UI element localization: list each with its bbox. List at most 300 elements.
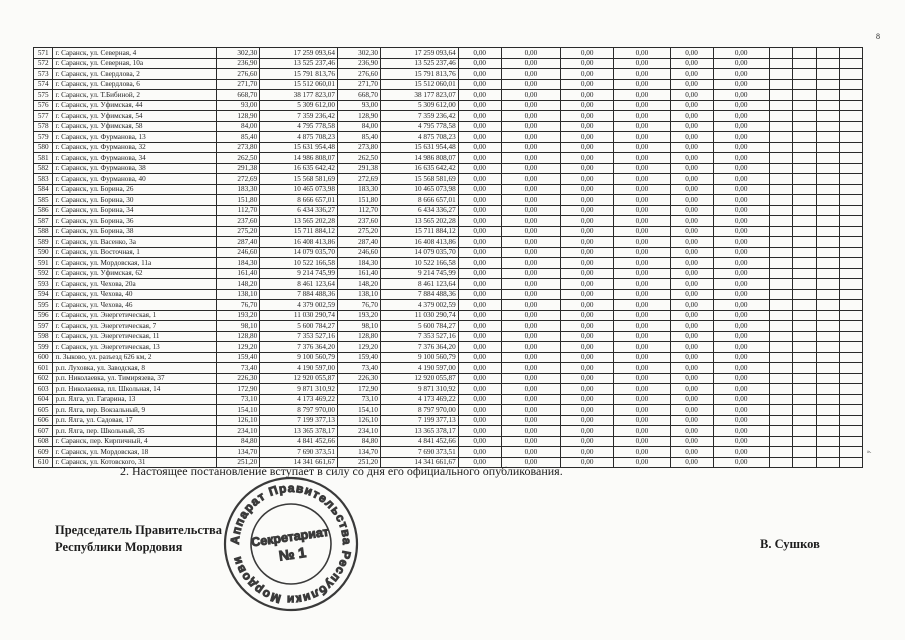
empty-cell xyxy=(793,436,817,447)
empty-cell xyxy=(816,111,840,122)
empty-cell xyxy=(840,384,863,395)
zero-value-cell: 0,00 xyxy=(458,300,501,311)
zero-value-cell: 0,00 xyxy=(614,226,670,237)
table-row xyxy=(34,142,863,153)
area-cell: 85,40 xyxy=(337,132,380,143)
zero-value-cell: 0,00 xyxy=(458,447,501,458)
empty-cell xyxy=(816,247,840,258)
zero-value-cell: 0,00 xyxy=(561,300,614,311)
empty-cell xyxy=(769,142,793,153)
area-cell: 148,20 xyxy=(337,279,380,290)
address-cell: г. Саранск, ул. Фурманова, 40 xyxy=(53,174,217,185)
area-cell: 246,60 xyxy=(217,247,260,258)
stamp-ring-text: Аппарат Правительства Республики Мордовия xyxy=(227,480,355,608)
empty-cell xyxy=(769,300,793,311)
empty-cell xyxy=(816,300,840,311)
zero-value-cell: 0,00 xyxy=(458,426,501,437)
area-cell: 275,20 xyxy=(337,226,380,237)
empty-cell xyxy=(769,79,793,90)
table-row xyxy=(34,415,863,426)
empty-cell xyxy=(840,321,863,332)
zero-value-cell: 0,00 xyxy=(713,279,769,290)
zero-value-cell: 0,00 xyxy=(670,373,713,384)
area-cell: 271,70 xyxy=(217,79,260,90)
cost-cell: 8 461 123,64 xyxy=(380,279,458,290)
table-row xyxy=(34,79,863,90)
area-cell: 291,38 xyxy=(337,163,380,174)
area-cell: 154,10 xyxy=(217,405,260,416)
empty-cell xyxy=(840,195,863,206)
empty-cell xyxy=(769,342,793,353)
empty-cell xyxy=(769,289,793,300)
zero-value-cell: 0,00 xyxy=(501,79,560,90)
empty-cell xyxy=(816,163,840,174)
empty-cell xyxy=(840,457,863,468)
table-row xyxy=(34,69,863,80)
zero-value-cell: 0,00 xyxy=(713,426,769,437)
zero-value-cell: 0,00 xyxy=(501,331,560,342)
zero-value-cell: 0,00 xyxy=(614,132,670,143)
area-cell: 236,90 xyxy=(337,58,380,69)
row-number-cell: 575 xyxy=(34,90,53,101)
empty-cell xyxy=(840,352,863,363)
table-row xyxy=(34,279,863,290)
table-row xyxy=(34,205,863,216)
cost-cell: 15 568 581,69 xyxy=(380,174,458,185)
row-number-cell: 573 xyxy=(34,69,53,80)
zero-value-cell: 0,00 xyxy=(614,90,670,101)
empty-cell xyxy=(816,58,840,69)
cost-cell: 14 341 661,67 xyxy=(380,457,458,468)
row-number-cell: 584 xyxy=(34,184,53,195)
zero-value-cell: 0,00 xyxy=(614,153,670,164)
zero-value-cell: 0,00 xyxy=(713,300,769,311)
empty-cell xyxy=(769,247,793,258)
zero-value-cell: 0,00 xyxy=(501,90,560,101)
cost-cell: 7 376 364,20 xyxy=(260,342,338,353)
row-number-cell: 594 xyxy=(34,289,53,300)
area-cell: 287,40 xyxy=(217,237,260,248)
area-cell: 276,60 xyxy=(217,69,260,80)
empty-cell xyxy=(793,268,817,279)
table-row xyxy=(34,216,863,227)
empty-cell xyxy=(816,310,840,321)
table-row xyxy=(34,321,863,332)
empty-cell xyxy=(793,415,817,426)
zero-value-cell: 0,00 xyxy=(670,394,713,405)
zero-value-cell: 0,00 xyxy=(561,195,614,206)
zero-value-cell: 0,00 xyxy=(561,216,614,227)
program-table xyxy=(33,47,863,467)
zero-value-cell: 0,00 xyxy=(458,163,501,174)
zero-value-cell: 0,00 xyxy=(501,279,560,290)
zero-value-cell: 0,00 xyxy=(561,58,614,69)
empty-cell xyxy=(816,289,840,300)
zero-value-cell: 0,00 xyxy=(458,79,501,90)
zero-value-cell: 0,00 xyxy=(713,90,769,101)
address-cell: р.п. Николаевка, ул. Тимирязева, 37 xyxy=(53,373,217,384)
area-cell: 98,10 xyxy=(217,321,260,332)
area-cell: 112,70 xyxy=(337,205,380,216)
empty-cell xyxy=(793,174,817,185)
row-number-cell: 595 xyxy=(34,300,53,311)
zero-value-cell: 0,00 xyxy=(501,205,560,216)
address-cell: г. Саранск, ул. Фурманова, 32 xyxy=(53,142,217,153)
empty-cell xyxy=(793,132,817,143)
area-cell: 287,40 xyxy=(337,237,380,248)
zero-value-cell: 0,00 xyxy=(713,216,769,227)
zero-value-cell: 0,00 xyxy=(501,69,560,80)
zero-value-cell: 0,00 xyxy=(458,384,501,395)
empty-cell xyxy=(769,415,793,426)
cost-cell: 9 214 745,99 xyxy=(380,268,458,279)
cost-cell: 5 600 784,27 xyxy=(260,321,338,332)
zero-value-cell: 0,00 xyxy=(713,436,769,447)
zero-value-cell: 0,00 xyxy=(670,258,713,269)
zero-value-cell: 0,00 xyxy=(713,153,769,164)
zero-value-cell: 0,00 xyxy=(670,174,713,185)
cost-cell: 13 565 202,28 xyxy=(380,216,458,227)
area-cell: 172,90 xyxy=(337,384,380,395)
address-cell: г. Саранск, ул. Энергетическая, 7 xyxy=(53,321,217,332)
area-cell: 73,10 xyxy=(337,394,380,405)
empty-cell xyxy=(816,153,840,164)
row-number-cell: 582 xyxy=(34,163,53,174)
area-cell: 302,30 xyxy=(337,48,380,59)
zero-value-cell: 0,00 xyxy=(561,184,614,195)
cost-cell: 12 920 055,87 xyxy=(260,373,338,384)
zero-value-cell: 0,00 xyxy=(713,331,769,342)
row-number-cell: 574 xyxy=(34,79,53,90)
zero-value-cell: 0,00 xyxy=(670,226,713,237)
row-number-cell: 585 xyxy=(34,195,53,206)
zero-value-cell: 0,00 xyxy=(561,226,614,237)
cost-cell: 38 177 823,07 xyxy=(380,90,458,101)
row-number-cell: 590 xyxy=(34,247,53,258)
zero-value-cell: 0,00 xyxy=(614,289,670,300)
address-cell: р.п. Ялга, пер. Вокзальный, 9 xyxy=(53,405,217,416)
empty-cell xyxy=(840,436,863,447)
address-cell: р.п. Ялга, пер. Школьный, 35 xyxy=(53,426,217,437)
zero-value-cell: 0,00 xyxy=(501,352,560,363)
zero-value-cell: 0,00 xyxy=(670,289,713,300)
zero-value-cell: 0,00 xyxy=(501,100,560,111)
address-cell: р.п. Ялга, ул. Гагарина, 13 xyxy=(53,394,217,405)
zero-value-cell: 0,00 xyxy=(614,174,670,185)
zero-value-cell: 0,00 xyxy=(561,373,614,384)
row-number-cell: 596 xyxy=(34,310,53,321)
zero-value-cell: 0,00 xyxy=(713,268,769,279)
zero-value-cell: 0,00 xyxy=(501,342,560,353)
zero-value-cell: 0,00 xyxy=(670,195,713,206)
zero-value-cell: 0,00 xyxy=(713,384,769,395)
empty-cell xyxy=(793,205,817,216)
zero-value-cell: 0,00 xyxy=(614,436,670,447)
cost-cell: 9 100 560,79 xyxy=(380,352,458,363)
empty-cell xyxy=(793,300,817,311)
zero-value-cell: 0,00 xyxy=(670,279,713,290)
empty-cell xyxy=(816,405,840,416)
cost-cell: 4 190 597,00 xyxy=(380,363,458,374)
empty-cell xyxy=(840,153,863,164)
cost-cell: 7 690 373,51 xyxy=(380,447,458,458)
zero-value-cell: 0,00 xyxy=(561,79,614,90)
zero-value-cell: 0,00 xyxy=(501,142,560,153)
zero-value-cell: 0,00 xyxy=(458,58,501,69)
empty-cell xyxy=(793,258,817,269)
empty-cell xyxy=(769,384,793,395)
zero-value-cell: 0,00 xyxy=(501,258,560,269)
row-number-cell: 572 xyxy=(34,58,53,69)
zero-value-cell: 0,00 xyxy=(713,195,769,206)
zero-value-cell: 0,00 xyxy=(501,289,560,300)
cost-cell: 5 309 612,00 xyxy=(380,100,458,111)
empty-cell xyxy=(793,226,817,237)
zero-value-cell: 0,00 xyxy=(713,310,769,321)
area-cell: 128,90 xyxy=(337,111,380,122)
table-row xyxy=(34,352,863,363)
empty-cell xyxy=(793,153,817,164)
table-row xyxy=(34,426,863,437)
zero-value-cell: 0,00 xyxy=(458,121,501,132)
cost-cell: 4 875 708,23 xyxy=(260,132,338,143)
cost-cell: 10 522 166,58 xyxy=(260,258,338,269)
zero-value-cell: 0,00 xyxy=(458,184,501,195)
zero-value-cell: 0,00 xyxy=(458,405,501,416)
zero-value-cell: 0,00 xyxy=(501,184,560,195)
zero-value-cell: 0,00 xyxy=(713,237,769,248)
table-row xyxy=(34,163,863,174)
zero-value-cell: 0,00 xyxy=(458,111,501,122)
row-number-cell: 592 xyxy=(34,268,53,279)
empty-cell xyxy=(793,111,817,122)
empty-cell xyxy=(840,394,863,405)
area-cell: 161,40 xyxy=(217,268,260,279)
zero-value-cell: 0,00 xyxy=(458,268,501,279)
address-cell: г. Саранск, ул. Энергетическая, 1 xyxy=(53,310,217,321)
area-cell: 126,10 xyxy=(337,415,380,426)
zero-value-cell: 0,00 xyxy=(614,205,670,216)
area-cell: 134,70 xyxy=(217,447,260,458)
area-cell: 76,70 xyxy=(337,300,380,311)
table-row xyxy=(34,132,863,143)
empty-cell xyxy=(769,352,793,363)
zero-value-cell: 0,00 xyxy=(561,415,614,426)
zero-value-cell: 0,00 xyxy=(670,205,713,216)
table-body xyxy=(34,48,863,468)
cost-cell: 14 079 035,70 xyxy=(260,247,338,258)
zero-value-cell: 0,00 xyxy=(561,142,614,153)
cost-cell: 7 359 236,42 xyxy=(380,111,458,122)
row-number-cell: 578 xyxy=(34,121,53,132)
zero-value-cell: 0,00 xyxy=(670,310,713,321)
table-row xyxy=(34,300,863,311)
cost-cell: 13 365 378,17 xyxy=(380,426,458,437)
zero-value-cell: 0,00 xyxy=(458,142,501,153)
cost-cell: 4 841 452,66 xyxy=(260,436,338,447)
row-number-cell: 603 xyxy=(34,384,53,395)
row-number-cell: 606 xyxy=(34,415,53,426)
zero-value-cell: 0,00 xyxy=(614,457,670,468)
cost-cell: 4 795 778,58 xyxy=(380,121,458,132)
zero-value-cell: 0,00 xyxy=(561,237,614,248)
address-cell: г. Саранск, ул. Фурманова, 13 xyxy=(53,132,217,143)
empty-cell xyxy=(793,447,817,458)
zero-value-cell: 0,00 xyxy=(561,384,614,395)
zero-value-cell: 0,00 xyxy=(614,415,670,426)
zero-value-cell: 0,00 xyxy=(614,216,670,227)
row-number-cell: 601 xyxy=(34,363,53,374)
zero-value-cell: 0,00 xyxy=(713,100,769,111)
empty-cell xyxy=(769,321,793,332)
zero-value-cell: 0,00 xyxy=(561,48,614,59)
address-cell: г. Саранск, ул. Борина, 38 xyxy=(53,226,217,237)
zero-value-cell: 0,00 xyxy=(458,457,501,468)
address-cell: г. Саранск, ул. Т.Бибиной, 2 xyxy=(53,90,217,101)
zero-value-cell: 0,00 xyxy=(713,48,769,59)
cost-cell: 4 795 778,58 xyxy=(260,121,338,132)
empty-cell xyxy=(769,132,793,143)
empty-cell xyxy=(793,195,817,206)
table-row xyxy=(34,331,863,342)
zero-value-cell: 0,00 xyxy=(458,258,501,269)
zero-value-cell: 0,00 xyxy=(561,111,614,122)
area-cell: 226,30 xyxy=(337,373,380,384)
address-cell: г. Саранск, ул. Чехова, 40 xyxy=(53,289,217,300)
address-cell: г. Саранск, ул. Борина, 26 xyxy=(53,184,217,195)
cost-cell: 13 565 202,28 xyxy=(260,216,338,227)
row-number-cell: 593 xyxy=(34,279,53,290)
address-cell: г. Саранск, ул. Фурманова, 34 xyxy=(53,153,217,164)
zero-value-cell: 0,00 xyxy=(713,373,769,384)
zero-value-cell: 0,00 xyxy=(670,90,713,101)
cost-cell: 8 666 657,01 xyxy=(380,195,458,206)
address-cell: г. Саранск, ул. Васенко, 3а xyxy=(53,237,217,248)
zero-value-cell: 0,00 xyxy=(501,310,560,321)
zero-value-cell: 0,00 xyxy=(561,100,614,111)
cost-cell: 15 512 060,01 xyxy=(260,79,338,90)
empty-cell xyxy=(816,184,840,195)
cost-cell: 15 512 060,01 xyxy=(380,79,458,90)
cost-cell: 9 871 310,92 xyxy=(380,384,458,395)
table-row xyxy=(34,247,863,258)
cost-cell: 4 379 002,59 xyxy=(260,300,338,311)
cost-cell: 5 600 784,27 xyxy=(380,321,458,332)
empty-cell xyxy=(793,90,817,101)
zero-value-cell: 0,00 xyxy=(458,48,501,59)
empty-cell xyxy=(816,142,840,153)
zero-value-cell: 0,00 xyxy=(713,394,769,405)
area-cell: 271,70 xyxy=(337,79,380,90)
table-row xyxy=(34,58,863,69)
table-row xyxy=(34,90,863,101)
zero-value-cell: 0,00 xyxy=(614,69,670,80)
empty-cell xyxy=(769,447,793,458)
area-cell: 226,30 xyxy=(217,373,260,384)
zero-value-cell: 0,00 xyxy=(670,79,713,90)
empty-cell xyxy=(793,342,817,353)
area-cell: 193,20 xyxy=(337,310,380,321)
area-cell: 161,40 xyxy=(337,268,380,279)
zero-value-cell: 0,00 xyxy=(614,394,670,405)
empty-cell xyxy=(840,342,863,353)
zero-value-cell: 0,00 xyxy=(501,373,560,384)
empty-cell xyxy=(769,174,793,185)
area-cell: 172,90 xyxy=(217,384,260,395)
area-cell: 183,30 xyxy=(337,184,380,195)
empty-cell xyxy=(840,69,863,80)
area-cell: 128,80 xyxy=(217,331,260,342)
empty-cell xyxy=(840,258,863,269)
table-row xyxy=(34,258,863,269)
area-cell: 129,20 xyxy=(337,342,380,353)
empty-cell xyxy=(816,321,840,332)
area-cell: 98,10 xyxy=(337,321,380,332)
zero-value-cell: 0,00 xyxy=(614,121,670,132)
zero-value-cell: 0,00 xyxy=(501,457,560,468)
empty-cell xyxy=(840,300,863,311)
address-cell: г. Саранск, ул. Северная, 10а xyxy=(53,58,217,69)
cost-cell: 17 259 093,64 xyxy=(380,48,458,59)
empty-cell xyxy=(840,447,863,458)
signatory-title xyxy=(55,522,222,556)
empty-cell xyxy=(816,394,840,405)
zero-value-cell: 0,00 xyxy=(614,405,670,416)
zero-value-cell: 0,00 xyxy=(713,457,769,468)
zero-value-cell: 0,00 xyxy=(561,205,614,216)
zero-value-cell: 0,00 xyxy=(458,321,501,332)
zero-value-cell: 0,00 xyxy=(614,111,670,122)
empty-cell xyxy=(793,142,817,153)
empty-cell xyxy=(769,457,793,468)
zero-value-cell: 0,00 xyxy=(458,289,501,300)
address-cell: г. Саранск, ул. Энергетическая, 11 xyxy=(53,331,217,342)
table-row xyxy=(34,268,863,279)
zero-value-cell: 0,00 xyxy=(458,352,501,363)
zero-value-cell: 0,00 xyxy=(501,436,560,447)
empty-cell xyxy=(840,174,863,185)
zero-value-cell: 0,00 xyxy=(670,111,713,122)
area-cell: 159,40 xyxy=(337,352,380,363)
empty-cell xyxy=(816,457,840,468)
empty-cell xyxy=(769,58,793,69)
zero-value-cell: 0,00 xyxy=(561,405,614,416)
address-cell: г. Саранск, ул. Борина, 36 xyxy=(53,216,217,227)
page-number: 8 xyxy=(876,32,880,41)
zero-value-cell: 0,00 xyxy=(713,352,769,363)
zero-value-cell: 0,00 xyxy=(713,247,769,258)
zero-value-cell: 0,00 xyxy=(614,184,670,195)
empty-cell xyxy=(769,121,793,132)
table-row xyxy=(34,436,863,447)
zero-value-cell: 0,00 xyxy=(501,268,560,279)
table-row xyxy=(34,184,863,195)
empty-cell xyxy=(816,226,840,237)
budget-table xyxy=(33,47,863,468)
cost-cell: 10 465 073,98 xyxy=(380,184,458,195)
zero-value-cell: 0,00 xyxy=(458,331,501,342)
empty-cell xyxy=(793,163,817,174)
zero-value-cell: 0,00 xyxy=(561,247,614,258)
zero-value-cell: 0,00 xyxy=(713,205,769,216)
signatory-title-line2: Республики Мордовия xyxy=(55,540,183,554)
empty-cell xyxy=(769,405,793,416)
row-number-cell: 610 xyxy=(34,457,53,468)
empty-cell xyxy=(769,163,793,174)
zero-value-cell: 0,00 xyxy=(670,342,713,353)
table-row xyxy=(34,289,863,300)
address-cell: г. Саранск, ул. Фурманова, 38 xyxy=(53,163,217,174)
